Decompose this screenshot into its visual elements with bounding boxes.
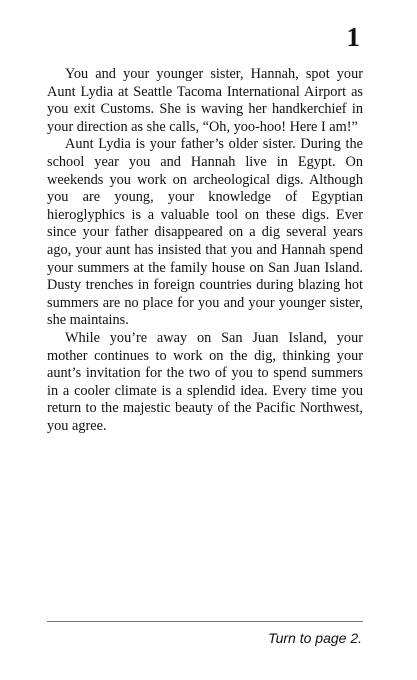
paragraph-1: You and your younger sister, Hannah, spot your Aunt Lydia at Seattle Tacoma International Airport as you exit Customs. She is waving her handkerchief in your direction as she calls, “Oh, yoo-hoo! Here I am!” [47,66,363,135]
paragraph-3: While you’re away on San Juan Island, your mother continues to work on the dig, thinking your aunt’s invitation for the two of you to spend summers in a cooler climate is a splendid idea. Every time you return to the majestic beauty of the Pacific Northwest, you agree. [47,329,363,434]
page-number: 1 [346,22,360,52]
story-text [47,66,363,435]
paragraph-2: Aunt Lydia is your father’s older sister. During the school year you and Hannah live in Egypt. On weekends you work on archeological digs. Although you are young, your knowledge of Egyptian hieroglyphics is a valuable tool on these digs. Ever since your father disappeared on a dig several years ago, your aunt has insisted that you and Hannah spend your summers at the family house on San Juan Island. Dusty trenches in foreign countries during blazing hot summers are no place for you and your younger sister, she maintains. [47,136,363,329]
turn-to-page-link[interactable]: Turn to page 2. [268,630,362,646]
footer-divider [47,621,363,622]
